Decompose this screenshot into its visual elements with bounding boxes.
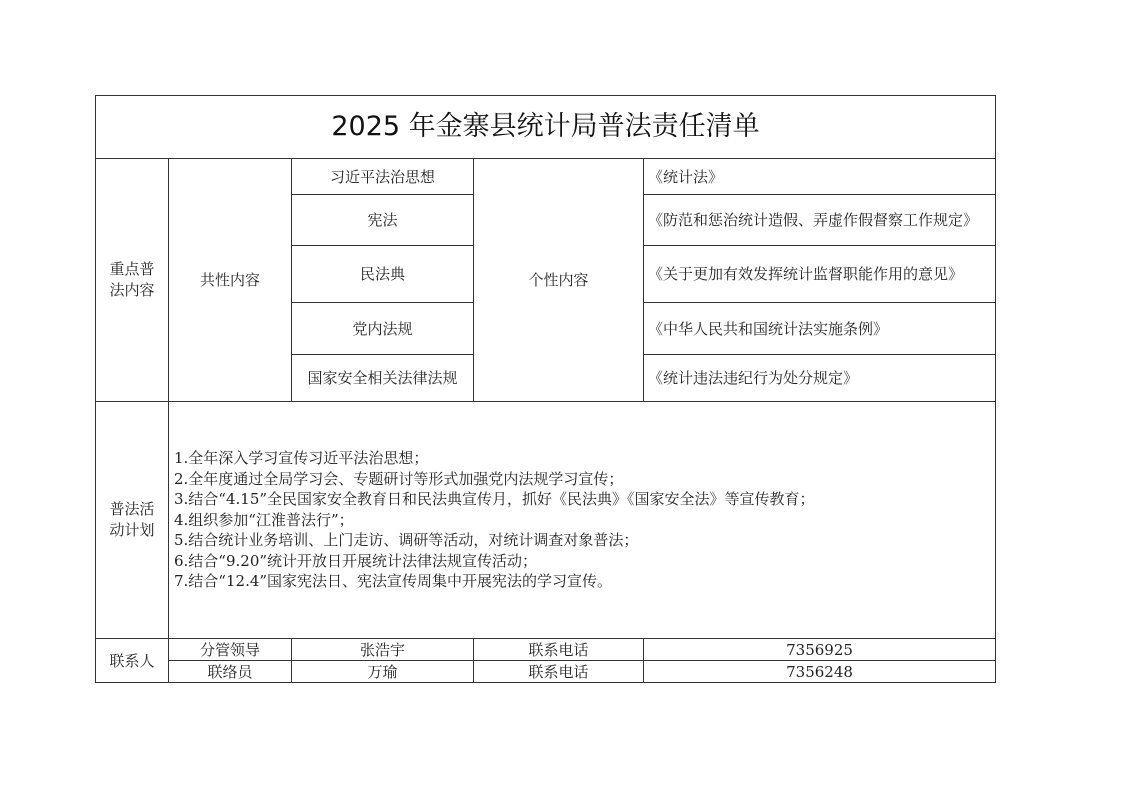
activity-plan-list (173, 448, 993, 592)
activity-plan-content (169, 402, 996, 639)
contact-row-1 (96, 639, 996, 661)
common-item: 民法典 (292, 246, 474, 303)
common-content-label: 共性内容 (169, 159, 292, 402)
list-item: 6.结合“9.20”统计开放日开展统计法律法规宣传活动； (174, 551, 538, 570)
common-item: 宪法 (292, 195, 474, 246)
contact-role: 联络员 (169, 661, 292, 683)
list-item: 4.组织参加“江淮普法行”； (174, 510, 354, 529)
specific-item: 《防范和惩治统计造假、弄虚作假督察工作规定》 (644, 195, 996, 246)
common-item: 习近平法治思想 (292, 159, 474, 195)
specific-item: 《统计违法违纪行为处分规定》 (644, 355, 996, 402)
specific-item: 《统计法》 (644, 159, 996, 195)
specific-item: 《中华人民共和国统计法实施条例》 (644, 303, 996, 355)
list-item: 5.结合统计业务培训、上门走访、调研等活动，对统计调查对象普法； (174, 531, 639, 550)
document-title: 2025 年金寨县统计局普法责任清单 (96, 96, 996, 159)
contact-row-2 (96, 661, 996, 683)
common-item: 党内法规 (292, 303, 474, 355)
title-row (96, 96, 996, 159)
activity-plan-label-line2: 动计划 (109, 521, 155, 539)
contact-phone: 7356248 (644, 661, 996, 683)
key-content-label-line2: 法内容 (109, 281, 155, 299)
list-item: 3.结合“4.15”全民国家安全教育日和民法典宣传月，抓好《民法典》《国家安全法》等宣传教育； (174, 490, 815, 509)
responsibility-table (95, 95, 996, 683)
specific-item: 《关于更加有效发挥统计监督职能作用的意见》 (644, 246, 996, 303)
key-content-label (96, 159, 169, 402)
list-item: 1.全年深入学习宣传习近平法治思想； (174, 449, 429, 468)
contact-name: 张浩宇 (292, 639, 474, 661)
key-content-row-1 (96, 159, 996, 195)
activity-plan-row (96, 402, 996, 639)
list-item: 2.全年度通过全局学习会、专题研讨等形式加强党内法规学习宣传； (174, 469, 624, 488)
activity-plan-label-line1: 普法活 (109, 500, 155, 518)
key-content-label-line1: 重点普 (109, 260, 155, 278)
contact-phone-label: 联系电话 (474, 661, 644, 683)
activity-plan-label (96, 402, 169, 639)
common-item: 国家安全相关法律法规 (292, 355, 474, 402)
contact-role: 分管领导 (169, 639, 292, 661)
list-item: 7.结合“12.4”国家宪法日、宪法宣传周集中开展宪法的学习宣传。 (174, 572, 613, 591)
contacts-label: 联系人 (96, 639, 169, 683)
specific-content-label: 个性内容 (474, 159, 644, 402)
contact-phone-label: 联系电话 (474, 639, 644, 661)
contact-phone: 7356925 (644, 639, 996, 661)
contact-name: 万瑜 (292, 661, 474, 683)
